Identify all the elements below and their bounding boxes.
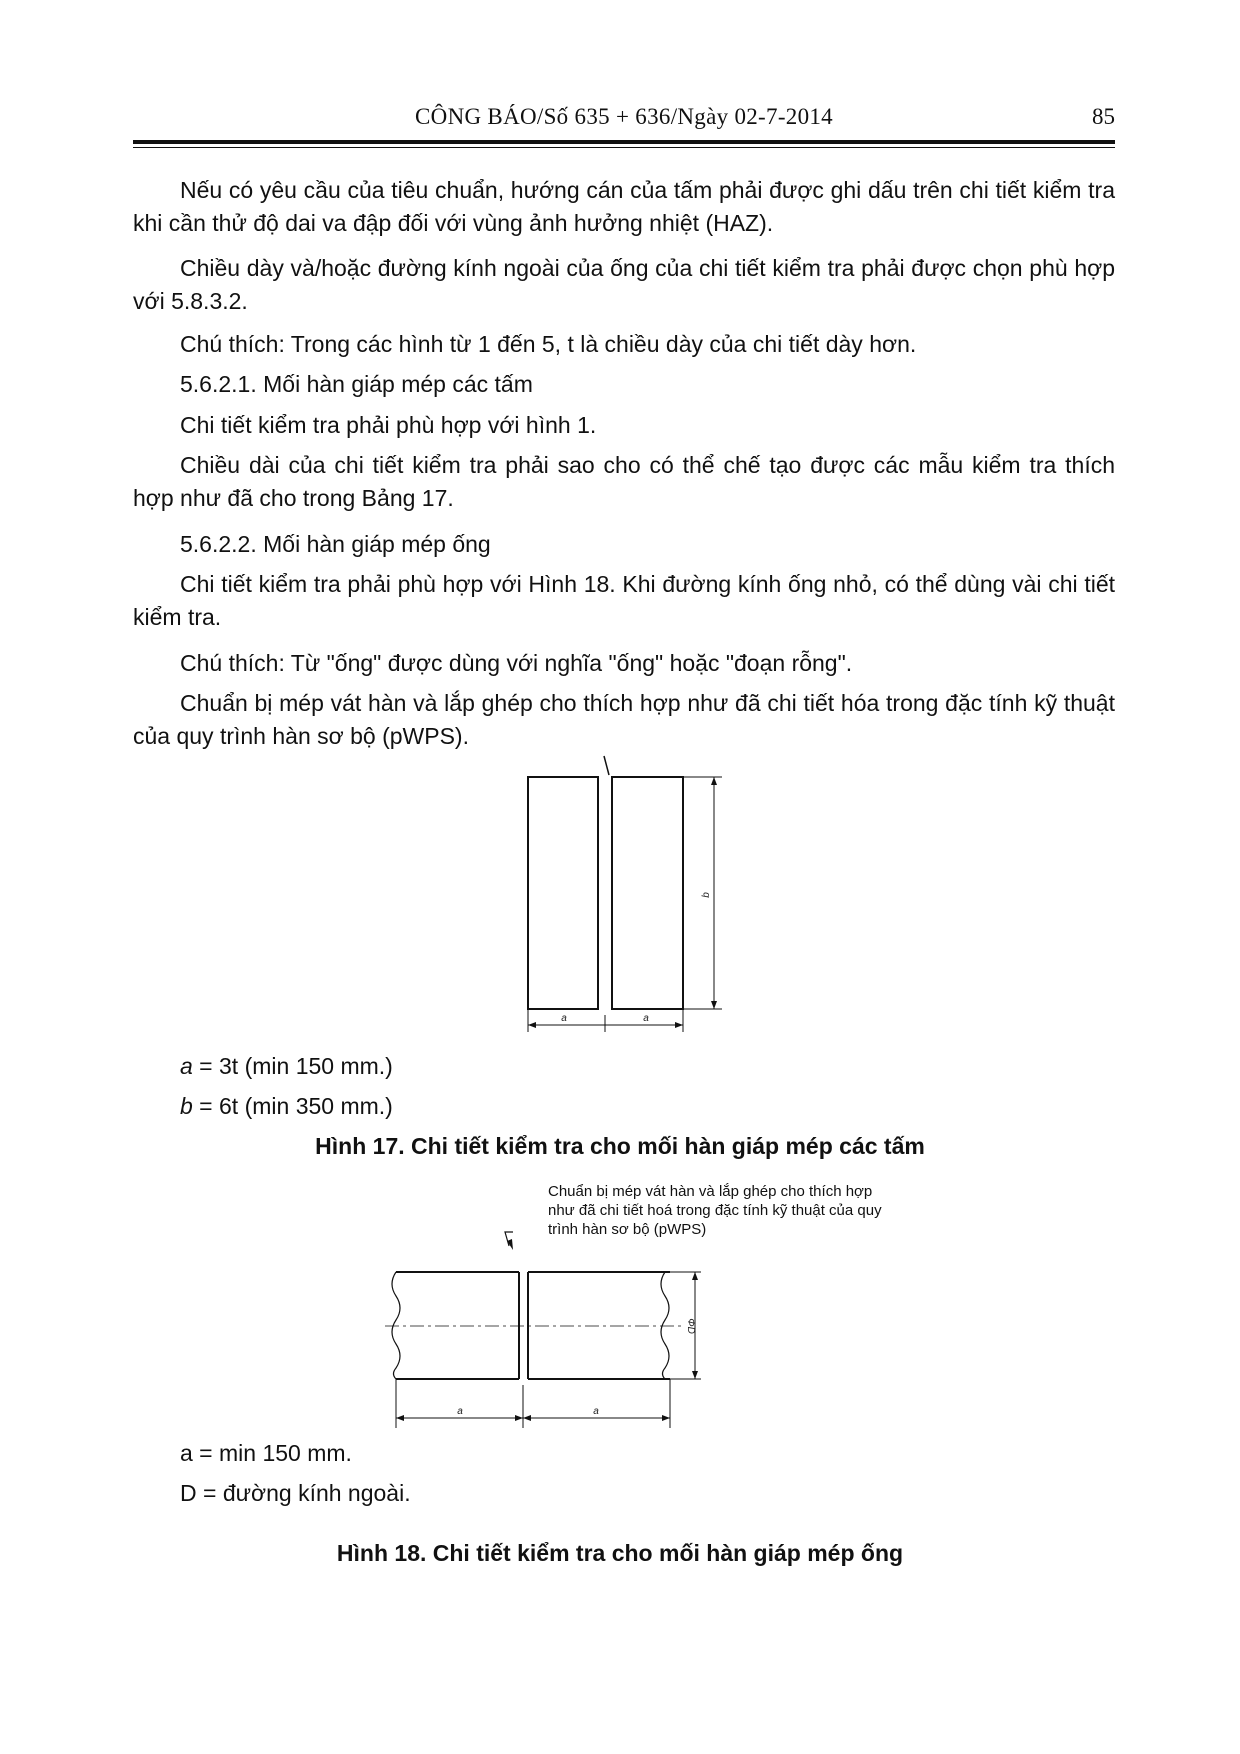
- figure-18-caption: Hình 18. Chi tiết kiểm tra cho mối hàn giáp mép ống: [336, 1540, 904, 1566]
- paragraph-figure-1-ref: Chi tiết kiểm tra phải phù hợp với hình 1.: [180, 412, 597, 438]
- paragraph-figure-18-ref: Chi tiết kiểm tra phải phù hợp với Hình 18. Khi đường kính ống nhỏ, có thể dùng vài chi tiết kiểm tra.: [133, 571, 1115, 630]
- paragraph-note-pipe: Chú thích: Từ "ống" được dùng với nghĩa "ống" hoặc "đoạn rỗng".: [180, 650, 853, 676]
- figure-17-legend-b-text: = 6t (min 350 mm.): [192, 1093, 393, 1119]
- figure-18-dim-a-right: a: [593, 1406, 599, 1417]
- figure-17-dim-b: b: [701, 892, 712, 898]
- page-header: [133, 104, 1115, 144]
- paragraph-rolling-direction: Nếu có yêu cầu của tiêu chuẩn, hướng cán của tấm phải được ghi dấu trên chi tiết kiểm tra khi cần thử độ dai va đập đối với vùng ảnh hưởng nhiệt (HAZ).: [133, 177, 1115, 236]
- header-title: CÔNG BÁO/Số 635 + 636/Ngày 02-7-2014: [415, 104, 833, 129]
- figure-17-legend-a-text: = 3t (min 150 mm.): [192, 1053, 393, 1079]
- header-rule-thick: [133, 140, 1115, 144]
- section-heading-5-6-2-2: 5.6.2.2. Mối hàn giáp mép ống: [180, 531, 491, 557]
- figure-18-legend-d: D = đường kính ngoài.: [180, 1480, 411, 1506]
- header-rule-thin: [133, 147, 1115, 148]
- figure-17-caption: Hình 17. Chi tiết kiểm tra cho mối hàn giáp mép các tấm: [315, 1133, 925, 1159]
- figure-17-legend-b: [180, 1093, 393, 1120]
- paragraph-note-t: Chú thích: Trong các hình từ 1 đến 5, t là chiều dày của chi tiết dày hơn.: [180, 331, 917, 357]
- figure-17-legend-b-var: b: [180, 1093, 193, 1119]
- figure-18-dim-a-left: a: [457, 1406, 463, 1417]
- figure-17-plate-drawing: [515, 755, 730, 1040]
- paragraph-preparation: Chuẩn bị mép vát hàn và lắp ghép cho thích hợp như đã chi tiết hóa trong đặc tính kỹ thuật của quy trình hàn sơ bộ (pWPS).: [133, 690, 1115, 749]
- figure-17-legend-a: [180, 1053, 393, 1080]
- figure-17-dim-a-right: a: [643, 1013, 649, 1024]
- figure-18-dim-diameter: ΦD: [685, 1318, 696, 1334]
- paragraph-length: Chiều dài của chi tiết kiểm tra phải sao cho có thể chế tạo được các mẫu kiểm tra thích hợp như đã cho trong Bảng 17.: [133, 452, 1115, 511]
- page-number: 85: [1092, 104, 1115, 129]
- figure-17-dim-a-left: a: [561, 1013, 567, 1024]
- figure-18-pipe-drawing: [385, 1220, 710, 1430]
- figure-18-legend-a: a = min 150 mm.: [180, 1440, 352, 1466]
- figure-18-note: Chuẩn bị mép vát hàn và lắp ghép cho thích hợp như đã chi tiết hoá trong đặc tính kỹ thuật của quy trình hàn sơ bộ (pWPS): [548, 1183, 882, 1238]
- paragraph-thickness: Chiều dày và/hoặc đường kính ngoài của ống của chi tiết kiểm tra phải được chọn phù hợp với 5.8.3.2.: [133, 255, 1115, 314]
- section-heading-5-6-2-1: 5.6.2.1. Mối hàn giáp mép các tấm: [180, 371, 533, 397]
- figure-17-legend-a-var: a: [180, 1053, 193, 1079]
